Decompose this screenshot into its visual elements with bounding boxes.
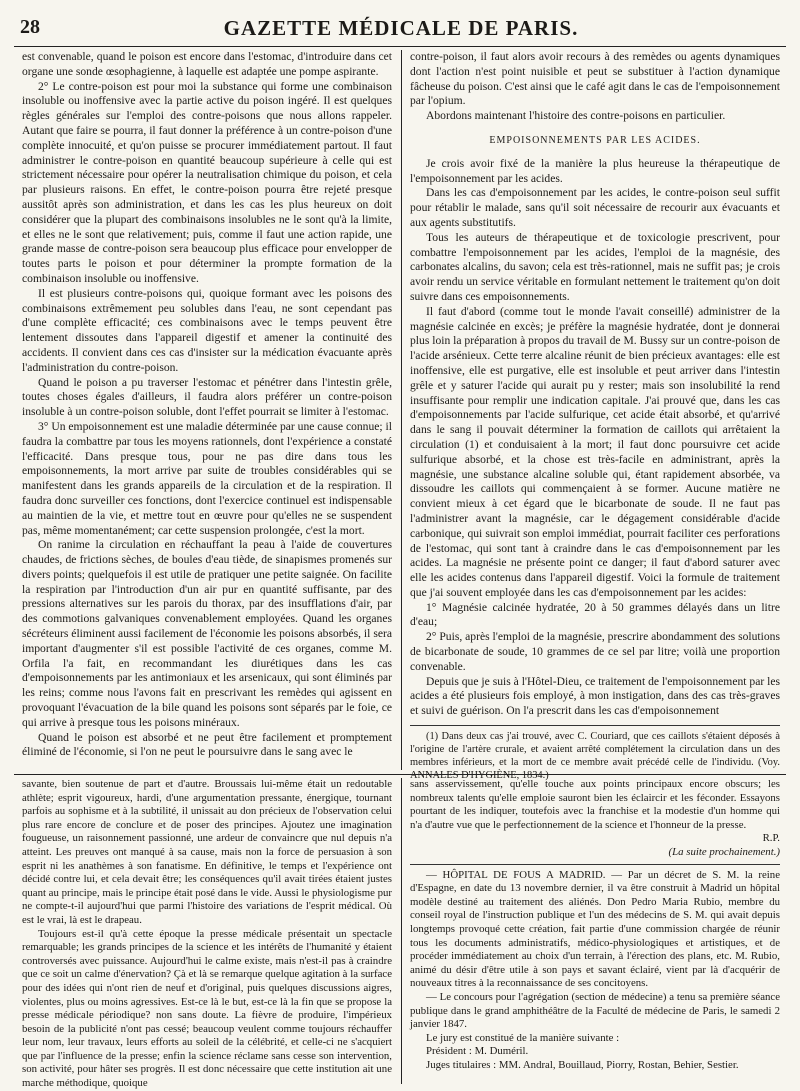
right-paragraph: Abordons maintenant l'histoire des contre-poisons en particulier. — [426, 109, 726, 123]
left-paragraph: est convenable, quand le poison est encore dans l'estomac, d'introduire dans cet organe une sonde œsophagienne, à laquelle est adaptée une pompe aspirante. — [22, 50, 392, 78]
column-divider — [401, 50, 402, 770]
bottom-left-column — [22, 778, 393, 1090]
page-header — [14, 14, 788, 42]
right-paragraph: contre-poison, il faut alors avoir recours à des remèdes ou agents dynamiques dont l'action n'est point nuisible et peut se substituer à l'action dynamique fâcheuse du poison. C'est ainsi que le café agit dans le cas de l'empoisonnement par l'opium. — [410, 50, 780, 108]
right-paragraph: Dans les cas d'empoisonnement par les acides, le contre-poison seul suffit pour rétablir le malade, sans qu'il soit nécessaire de recourir aux évacuants et aux agents substitutifs. — [410, 186, 780, 229]
footnote-rule — [410, 725, 780, 726]
news-item: Président : M. Duméril. — [426, 1045, 529, 1058]
left-paragraph: Il est plusieurs contre-poisons qui, quoique formant avec les poisons des combinaisons extrêmement peu solubles dans l'eau, ne sont cependant pas d'une complète efficacité; ces combinaisons avec le temps peuvent être lentement dissoutes dans l'appareil digestif et amener la continuité des accidents. Il convient dans ces cas d'insister sur la médication évacuante après l'administration du contre-poison. — [22, 286, 392, 374]
right-column — [410, 50, 780, 782]
bottom-right-column — [410, 778, 780, 1084]
header-rule — [14, 46, 786, 47]
news-rule — [410, 864, 780, 865]
bottom-column-divider — [401, 778, 402, 1084]
footnote: (1) Dans deux cas j'ai trouvé, avec C. Couriard, que ces caillots s'étaient déposés à l'origine de l'artère crurale, et avaient arrêté complétement la circulation dans un des membres inférieurs, et la mort de ce membre avait précédé celle de l'individu. (Voy. ANNALES D'HYGIÈNE, 1834.) — [410, 731, 780, 782]
right-paragraph: Depuis que je suis à l'Hôtel-Dieu, ce traitement de l'empoisonnement par les acides a été plusieurs fois employé, à mon instigation, dans des cas très-graves et suivi de guérison. On l'a prescrit dans les cas d'empoisonnement — [410, 674, 780, 718]
left-paragraph: Quand le poison a pu traverser l'estomac et pénétrer dans l'intestin grêle, toutes choses égales d'ailleurs, il faudra alors préférer un contre-poison insoluble à un contre-poison soluble, dont l'effet pourrait se limiter à l'estomac. — [22, 375, 392, 419]
left-paragraph: On ranime la circulation en réchauffant la peau à l'aide de couvertures chaudes, de frictions sèches, de boules d'eau tiède, de sinapismes promenés sur divers points; quelquefois il est utile de pratiquer une petite saignée. On facilite la respiration par l'introduction d'un air pur en quantité suffisante, par des pressions alternatives sur les parois du thorax, par des insufflations d'air, par des commotions galvaniques convenablement employées. Quand les organes sécréteurs éliminent aussi facilement de l'économie les poisons absorbés, il sera important d'augmenter s'il est possible l'activité de ces organes, comme M. Orfila l'a fait, en recommandant les diurétiques dans les cas d'empoisonnements par les antimoniaux et les arsenicaux, qui sont éliminés par les reins; comme nous l'avons fait en prescrivant les remèdes qui agissent en provoquant l'évacuation de la bile quand les poisons sont séparés par le foie, ce qui arrive à presque tous les poisons minéraux. — [22, 538, 392, 729]
news-item: — Le concours pour l'agrégation (section de médecine) a tenu sa première séance publique dans le grand amphithéâtre de la Faculté de médecine de Paris, le samedi 2 janvier 1847. — [410, 990, 780, 1031]
right-paragraph: 1° Magnésie calcinée hydratée, 20 à 50 grammes délayés dans un litre d'eau; — [410, 600, 780, 629]
bottom-left-paragraph: Toujours est-il qu'à cette époque la presse médicale présentait un spectacle remarquable; les grands principes de la science et les intérêts de l'humanité y étaient controversés avec puissance. Aujourd'hui le calme existe, mais n'est-il pas à craindre que ce soit un calme d'énervation? Çà et là se remarque quelque agitation à la surface pour des idées qui n'ont rien de neuf et d'original, puis quelques discussions aigres, violentes, plus ou moins agressives. Est-ce là le but, est-ce là la fin que se propose la presse médicale périodique? non sans doute. La fièvre de produire, l'impérieux besoin de la publicité n'ont pas cessé; beaucoup veulent comme toujours réchauffer leur nom, leur travaux, leurs efforts au soleil de la célébrité, et celle-ci ne s'acquiert que par l'influence de la presse; enfin la science réclame sans cesse son intervention, son activité, pour hâter ses progrès. Il est donc nécessaire que cette institution ait une marche méthodique, quoique — [22, 927, 392, 1090]
left-paragraph: 2° Le contre-poison est pour moi la substance qui forme une combinaison insoluble ou inoffensive avec la partie active du poison ingéré. Il est quelques règles générales sur l'emploi des contre-poisons que nous allons rappeler. Autant que faire se pourra, il faut donner la préférence à un contre-poison d'une complète innocuité, et qu'on puisse se procurer immédiatement partout. Il faut administrer le contre-poison en quantité beaucoup supérieure à celle qui est strictement nécessaire pour opérer la neutralisation chimique du poison, et cela par plusieurs raisons. En effet, le contre-poison pourra être rejeté presque aussitôt après son administration, et dans les cas les plus heureux on doit considérer que la plupart des combinaisons insolubles ne le sont qu'à la limite, et elles ne le sont que relativement; puis, comme il faut une action rapide, une grande masse de contre-poison sera beaucoup plus efficace pour envelopper de toutes parts le poison et pour déterminer la prompte formation de la combinaison insoluble ou inoffensive. — [22, 79, 392, 285]
right-paragraph: Il faut d'abord (comme tout le monde l'avait conseillé) administrer de la magnésie calcinée en excès; je préfère la magnésie hydratée, dont je donnerai plus loin la préparation à propos du travail de M. Bussy sur un contre-poison de l'acide arsénieux. Cette terre alcaline réunit de bien précieux avantages: elle est inoffensive, elle est purgative, elle est insoluble et peut arriver dans l'intestin grêle et y saturer l'acide qui aurait pu y rester; mais son insolubilité la rend insuffisante pour remplir une indication capitale. J'ai prouvé que, dans les cas d'empoisonnements par l'acide sulfurique, cet acide était absorbé, et qu'arrivé dans le sang il pouvait déterminer la formation de caillots qui arrêtaient la circulation (1) et conduisaient à la mort; il faut donc poursuivre cet acide sulfurique absorbé, et la chose est très-facile en administrant, après la magnésie, une substance alcaline soluble qui, étant rapidement absorbée, va dissoudre les caillots qui commençaient à se former. Aucune matière ne convient mieux à cet égard que le bicarbonate de soude. Il ne faut pas l'administrer avant la magnésie, car le dégagement considérable d'acide carbonique, qui suivrait son emploi immédiat, pourrait faciliter ces perforations de l'estomac, qui sont tant à craindre dans le cas d'empoisonnement par les acides. La magnésie ne présente point ce danger; il faut d'abord saturer avec elle les acides contenus dans l'appareil digestif. Voici la formule de traitement que j'ai souvent employée dans les cas d'empoisonnement par les acides: — [410, 304, 780, 599]
news-item: Le jury est constitué de la manière suivante : — [426, 1031, 620, 1044]
continued-note: (La suite prochainement.) — [668, 845, 780, 858]
news-item: Juges titulaires : MM. Andral, Bouillaud, Piorry, Rostan, Behier, Sestier. — [426, 1058, 739, 1071]
bottom-right-paragraph: sans asservissement, qu'elle touche aux points principaux encore obscurs; les nombreux talents qu'elle emploie sauront bien les éclaircir et les féconder. Essayons pourtant de les indiquer, toutefois avec la franchise et la modestie d'un homme qui n'a d'autre vue que le perfectionnement de la science et l'honneur de la presse. — [410, 778, 780, 831]
journal-title: GAZETTE MÉDICALE DE PARIS. — [223, 16, 579, 40]
right-paragraph: 2° Puis, après l'emploi de la magnésie, prescrire abondamment des solutions de bicarbonate de soude, 10 grammes de ce sel par litre; voilà une proportion convenable. — [410, 630, 780, 673]
left-paragraph: 3° Un empoisonnement est une maladie déterminée par une cause connue; il faudra la combattre par tous les moyens rationnels, dont l'expérience a constaté l'efficacité. Dans presque tous, pour ne pas dire dans tous les empoisonnements, la mort arrive par suite de troubles considérables qui se manifestent dans les grands appareils de la circulation et de la respiration. Il faudra donc surveiller ces fonctions, dont l'exercice continuel est indispensable au maintien de la vie, et mettre tout en œuvre pour qu'elles ne se suspendent pas, même momentanément; car cette suspension prolongée, c'est la mort. — [22, 419, 392, 537]
feuilleton-rule — [14, 774, 786, 775]
page-number: 28 — [20, 16, 40, 38]
news-item: — HÔPITAL DE FOUS A MADRID. — Par un décret de S. M. la reine d'Espagne, en date du 13 novembre dernier, il va être construit à Madrid un hôpital modèle destiné au traitement des aliénés. Don Pedro Maria Rubio, membre du conseil royal de l'instruction publique et l'un des médecins de S. M. qui avait depuis longtemps provoqué cette création, fait partie d'une commission chargée de réunir tous les documents administratifs, médico-physiologiques et artistiques, et de procéder immédiatement au choix d'un terrain, à l'érection des plans, etc. M. Rubio, animé du désir d'être utile à son pays et savant éclairé, vient par là d'acquérir de nouveaux titres à la reconnaissance de ses concitoyens. — [410, 868, 780, 990]
left-column — [22, 50, 392, 770]
bottom-left-paragraph: savante, bien soutenue de part et d'autre. Broussais lui-même était un redoutable athlète; esprit vigoureux, hardi, d'une argumentation pressante, énergique, tournant parfois au sophisme et à la subtilité, il unissait au don précieux de l'observation celui plus rare encore de conclure et de poser des principes. Ajoutez une imagination fougueuse, un raisonnement passionné, une ardeur de convaincre que nul depuis n'a atteint. Les preuves ont manqué à sa cause, mais non la force de persuasion à son esprit ni les anathèmes à son fanatisme. En définitive, le temps et l'expérience ont décidé contre lui, et cela devait être; les conséquences qu'il avait tirées étaient justes quant au principe, mais le principe était posé dans le vide. Aussi le physiologisme pur ne compte-t-il aujourd'hui que parmi l'histoire des variations de l'esprit médical. Où est le vrai, là est le drapeau. — [22, 778, 393, 926]
right-paragraph: Tous les auteurs de thérapeutique et de toxicologie prescrivent, pour combattre l'empoisonnement par les acides, l'emploi de la magnésie, des carbonates alcalins, du savon; cela est très-rationnel, mais ne suffit pas; je crois avoir rendu un service véritable en formulant nettement le traitement qu'on doit suivre dans ces empoisonnements. — [410, 230, 780, 303]
left-paragraph: Quand le poison est absorbé et ne peut être facilement et promptement éliminé de l'économie, si l'on ne peut le poursuivre dans le sang avec le — [22, 730, 392, 759]
author-signature: R.P. — [762, 832, 780, 845]
right-paragraph: Je crois avoir fixé de la manière la plus heureuse la thérapeutique de l'empoisonnement par les acides. — [410, 156, 780, 185]
section-heading: EMPOISONNEMENTS PAR LES ACIDES. — [489, 134, 701, 146]
